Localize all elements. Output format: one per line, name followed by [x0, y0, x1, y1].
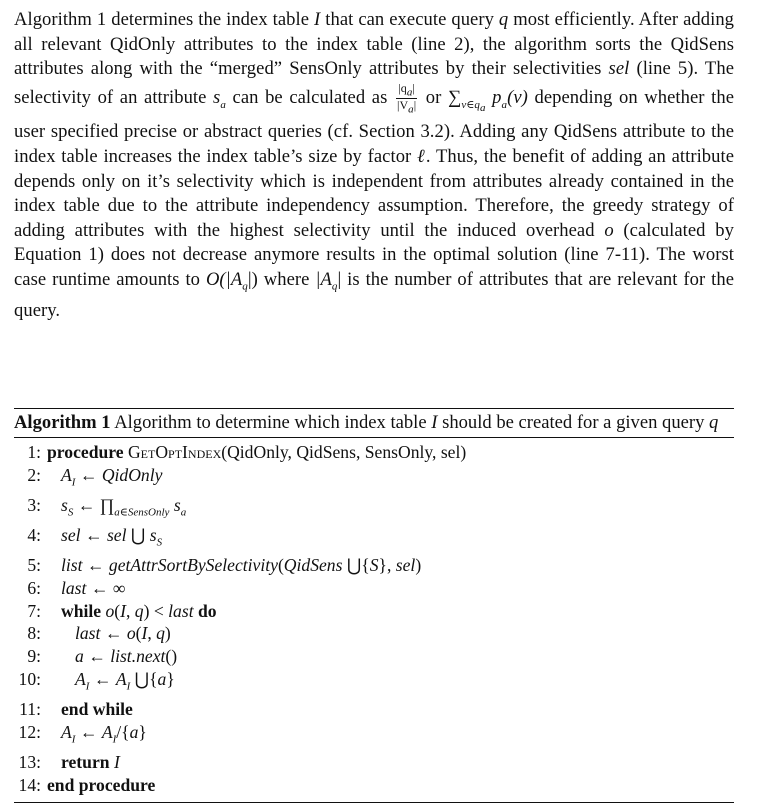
- math-sub: a: [406, 86, 413, 99]
- procedure-name: GetOptIndex: [127, 442, 222, 462]
- body-text: [14, 8, 734, 324]
- math-sub: q: [331, 280, 338, 293]
- operator: ← ∞: [86, 578, 126, 599]
- algo-line-11: [14, 698, 734, 721]
- math-var: I: [314, 9, 321, 30]
- algo-line-4: [14, 524, 734, 554]
- keyword: end procedure: [47, 774, 156, 795]
- algo-line-10: [14, 668, 734, 698]
- math-var: sel: [395, 555, 416, 576]
- algo-line-13: [14, 751, 734, 774]
- bottom-rule: [14, 802, 734, 803]
- math-var: S: [369, 555, 379, 576]
- text-run: depending on whether the user specified precise or abstract queries (cf. Section 3.2). Adding any QidSens attribute to the index table increases the index table’s size by factor: [14, 86, 735, 168]
- keyword: return: [61, 752, 110, 773]
- math-var: last: [168, 600, 194, 621]
- math-var: |A: [315, 269, 332, 290]
- text-run: (line 5). The selectivity of an attribute: [14, 58, 734, 108]
- math-var: QidSens: [283, 555, 343, 576]
- operator: ←: [82, 555, 109, 576]
- keyword: procedure: [47, 442, 124, 462]
- math-var: q: [156, 623, 165, 644]
- text-run: can be calculated as: [225, 86, 394, 108]
- math-var: s: [169, 494, 181, 515]
- text-run: most efficiently. After adding all relevant QidOnly attributes to the index table (line 2), the algorithm sorts the QidSens attributes along with the “merged” SensOnly attributes by their selectivities: [14, 9, 735, 80]
- sum-symbol: ∑: [448, 86, 462, 108]
- math-var: o: [604, 219, 614, 241]
- math-sub: I: [126, 680, 131, 693]
- paragraph: [14, 8, 734, 324]
- line-number: 14:: [18, 774, 41, 795]
- algo-line-8: [14, 622, 734, 645]
- paren: (: [114, 600, 121, 621]
- line-number: 8:: [27, 623, 41, 644]
- math-var: p: [485, 86, 502, 108]
- math-var: I: [141, 623, 148, 644]
- math-sub: I: [71, 733, 76, 746]
- algorithm-label: Algorithm 1: [14, 412, 111, 433]
- math-var: last: [61, 578, 87, 599]
- algo-line-2: [14, 464, 734, 494]
- paren: (): [165, 646, 178, 667]
- math-var: a: [157, 668, 167, 689]
- math-var: list: [61, 555, 83, 576]
- line-number: 4:: [27, 525, 41, 546]
- math-sub: a: [480, 101, 486, 114]
- line-number: 6:: [27, 578, 41, 599]
- math-var: s: [61, 494, 68, 515]
- math-var: q: [709, 412, 719, 433]
- algorithm-caption: [14, 409, 734, 437]
- math-var: sel: [608, 58, 630, 80]
- math-var: I: [120, 600, 126, 621]
- algo-line-3: [14, 494, 734, 524]
- procedure-args: (QidOnly, QidSens, SensOnly, sel): [221, 442, 467, 462]
- math-var: O(|A: [205, 269, 243, 290]
- math-var: last: [75, 623, 101, 644]
- algo-line-1: [14, 441, 734, 464]
- text-run: (calculated by Equation 1) does not decrease anymore results in the optimal solution (line 7-11). The worst case runtime amounts to: [14, 219, 734, 290]
- paren: (: [277, 555, 284, 576]
- math-var: o: [126, 623, 136, 644]
- comma: ,: [126, 600, 135, 621]
- product-symbol: ← ∏: [73, 494, 115, 515]
- operator: ←: [75, 464, 102, 485]
- math-var: getAttrSortBySelectivity: [108, 555, 278, 576]
- line-number: 11:: [19, 699, 41, 720]
- algo-line-12: [14, 721, 734, 751]
- math-sub: a: [408, 103, 414, 116]
- math-var: I: [109, 752, 120, 773]
- text-run: Algorithm to determine which index table: [110, 412, 432, 433]
- selectivity-fraction: [396, 82, 417, 116]
- math-sub: S: [156, 536, 163, 549]
- text-run: where: [257, 269, 316, 290]
- comma: ,: [147, 623, 157, 644]
- line-number: 2:: [27, 464, 41, 485]
- line-number: 5:: [27, 555, 41, 576]
- math-var: sel: [61, 525, 81, 546]
- math-var: s: [149, 525, 157, 546]
- keyword: while: [61, 600, 102, 621]
- math-sub: v∈q: [461, 98, 480, 111]
- text-run: Algorithm 1 determines the index table: [14, 9, 315, 30]
- math-var: list.next: [110, 646, 166, 667]
- union-symbol: ⋃{: [130, 668, 158, 689]
- line-number: 7:: [27, 600, 41, 621]
- line-number: 9:: [27, 646, 41, 667]
- text-run: or: [419, 86, 448, 108]
- operator: ←: [75, 721, 102, 742]
- operator: ←: [89, 668, 116, 689]
- math-sub: S: [67, 506, 74, 519]
- brace: },: [378, 555, 396, 576]
- algorithm-box: [14, 408, 734, 803]
- text-run: is the number of attributes that are relevant for the query.: [14, 269, 734, 322]
- math-var: a: [75, 646, 84, 667]
- operator: ←: [80, 525, 107, 546]
- paren: (: [135, 623, 142, 644]
- math-var: sel: [106, 525, 127, 546]
- algo-line-5: [14, 554, 734, 577]
- set-minus: /{: [116, 721, 130, 742]
- algo-line-6: [14, 577, 734, 600]
- math-sub: a: [220, 98, 226, 111]
- paren: ): [164, 623, 171, 644]
- union-symbol: ⋃: [126, 525, 150, 546]
- math-sub: I: [112, 733, 117, 746]
- math-sub: I: [71, 476, 76, 489]
- math-var: A: [75, 668, 86, 689]
- math-sub: I: [85, 680, 90, 693]
- math-var: a: [129, 721, 139, 742]
- frac-den: |V: [397, 98, 409, 113]
- keyword: end while: [61, 699, 133, 720]
- math-var: o: [101, 600, 115, 621]
- line-number: 12:: [18, 721, 41, 742]
- frac-num: |q: [398, 80, 407, 95]
- algo-line-7: [14, 600, 734, 623]
- frac-den-end: |: [413, 98, 417, 113]
- brace: }: [138, 721, 147, 742]
- math-var: A: [61, 721, 72, 742]
- math-sub: a: [501, 98, 508, 111]
- math-var: |: [337, 269, 342, 290]
- line-number: 3:: [27, 494, 41, 515]
- brace: }: [166, 668, 175, 689]
- math-var: A: [61, 464, 72, 485]
- algorithm-lines: [14, 438, 734, 802]
- math-var: (v): [507, 86, 528, 108]
- text-run: . Thus, the benefit of adding an attribute depends only on it’s selectivity which is independent from attributes already contained in the index table due to the attribute independency assumption. Therefore, the greedy strategy of adding attributes with the highest selectivity until the induced overhead: [14, 146, 734, 241]
- math-var: A: [115, 668, 127, 689]
- frac-num-end: |: [412, 80, 415, 95]
- text-run: that can execute query: [320, 9, 499, 30]
- operator: ←: [83, 646, 111, 667]
- math-var: s: [213, 86, 221, 108]
- math-sub: q: [242, 280, 248, 293]
- math-var: |): [247, 269, 258, 290]
- line-number: 10:: [18, 668, 41, 689]
- math-var: q: [498, 9, 509, 30]
- text-run: should be created for a given query: [437, 412, 710, 433]
- union-symbol: ⋃{: [342, 555, 370, 576]
- math-sub: a∈SensOnly: [114, 506, 170, 519]
- math-sub: a: [180, 506, 187, 519]
- keyword: do: [193, 600, 217, 621]
- line-number: 13:: [18, 752, 41, 773]
- math-var: A: [101, 721, 113, 742]
- math-var: q: [134, 600, 144, 621]
- operator: ) <: [143, 600, 169, 621]
- algo-line-9: [14, 645, 734, 668]
- math-var: I: [431, 412, 438, 433]
- algo-line-14: [14, 774, 734, 797]
- math-var: QidOnly: [101, 464, 163, 485]
- math-var: ℓ: [417, 146, 426, 168]
- line-number: 1:: [27, 442, 41, 462]
- paren: ): [415, 555, 422, 576]
- operator: ←: [100, 623, 127, 644]
